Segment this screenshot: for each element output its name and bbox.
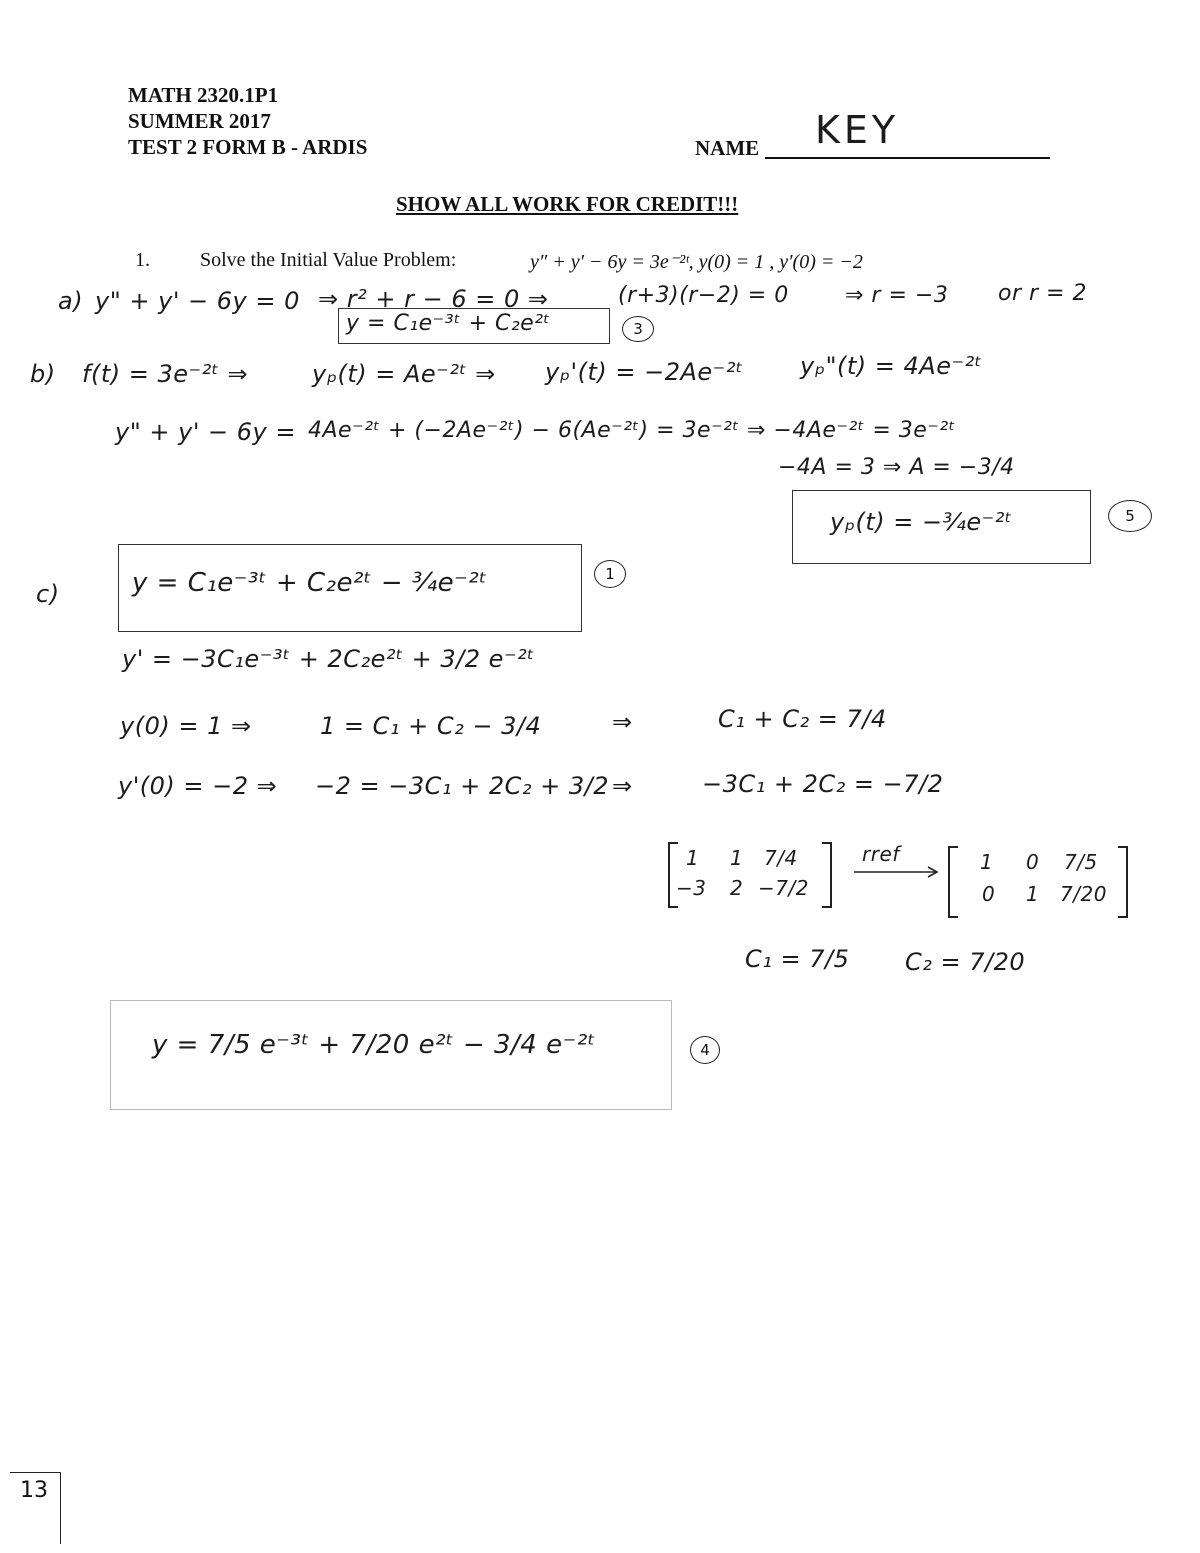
problem-equation: y″ + y′ − 6y = 3e⁻²ᵗ, y(0) = 1 , y′(0) = −2 [530,251,863,273]
part-b-label: b) [30,360,56,388]
part-b-points: 5 [1108,500,1152,532]
matrix-left-cell: −7/2 [758,876,809,900]
part-a-factored: (r+3)(r−2) = 0 [618,283,789,308]
part-c-ic2-result: −3C₁ + 2C₂ = −7/2 [702,770,944,798]
part-a-homogeneous: y" + y' − 6y = 0 [95,287,300,315]
page-score: 13 [20,1478,48,1503]
c1-value: C₁ = 7/5 [745,945,850,973]
matrix-right-cell: 1 [980,850,994,874]
test-title: TEST 2 FORM B - ARDIS [128,135,368,159]
part-b-first-deriv: yₚ'(t) = −2Ae⁻²ᵗ [545,358,744,386]
matrix-left-cell: 2 [730,876,744,900]
matrix-right-bracket-close [1118,846,1128,918]
part-a-solution: y = C₁e⁻³ᵗ + C₂e²ᵗ [346,311,551,336]
problem-number: 1. [135,249,150,271]
part-b-solve-A: −4A = 3 ⇒ A = −3/4 [778,455,1015,480]
name-line [765,157,1050,159]
part-c-ic2-mid: −2 = −3C₁ + 2C₂ + 3/2 [315,772,610,800]
page-score-top-line [10,1472,60,1473]
matrix-right-cell: 7/5 [1064,850,1098,874]
part-c-general: y = C₁e⁻³ᵗ + C₂e²ᵗ − ¾e⁻²ᵗ [132,568,488,598]
part-a-or-root: or r = 2 [998,281,1087,306]
matrix-left-cell: 1 [730,846,744,870]
part-c-derivative: y' = −3C₁e⁻³ᵗ + 2C₂e²ᵗ + 3/2 e⁻²ᵗ [122,645,535,673]
name-label: NAME [695,136,760,160]
final-answer: y = 7/5 e⁻³ᵗ + 7/20 e²ᵗ − 3/4 e⁻²ᵗ [152,1030,596,1060]
exam-header [128,82,367,160]
matrix-right-cell: 7/20 [1060,882,1107,906]
part-a-label: a) [58,287,84,315]
term: SUMMER 2017 [128,109,271,133]
part-b-subst-rhs: 4Ae⁻²ᵗ + (−2Ae⁻²ᵗ) − 6(Ae⁻²ᵗ) = 3e⁻²ᵗ ⇒ −4Ae⁻²ᵗ = 3e⁻²ᵗ [308,418,956,443]
matrix-right-cell: 1 [1026,882,1040,906]
part-b-forcing: f(t) = 3e⁻²ᵗ ⇒ [82,360,249,388]
part-b-particular: yₚ(t) = −¾e⁻²ᵗ [830,508,1013,536]
instruction: SHOW ALL WORK FOR CREDIT!!! [396,192,739,216]
name-value: KEY [815,108,900,152]
part-b-subst-lhs: y" + y' − 6y = [115,418,296,446]
c2-value: C₂ = 7/20 [905,948,1026,976]
final-points: 4 [690,1036,720,1064]
matrix-left-cell: 1 [686,846,700,870]
part-c-ic1-result: C₁ + C₂ = 7/4 [718,705,887,733]
matrix-right-cell: 0 [982,882,996,906]
part-a-points: 3 [622,316,654,342]
part-b-second-deriv: yₚ"(t) = 4Ae⁻²ᵗ [800,352,983,380]
matrix-left-cell: 7/4 [764,846,798,870]
part-c-label: c) [36,580,60,608]
part-c-ic1-mid: 1 = C₁ + C₂ − 3/4 [320,712,542,740]
matrix-left-cell: −3 [676,876,707,900]
part-c-ic1-arrow: ⇒ [612,708,633,736]
part-b-guess: yₚ(t) = Ae⁻²ᵗ ⇒ [312,360,496,388]
matrix-right-cell: 0 [1026,850,1040,874]
problem-text: Solve the Initial Value Problem: [200,249,457,271]
rref-label: rref [862,842,900,866]
part-a-char-eq: ⇒ r² + r − 6 = 0 ⇒ [318,285,549,313]
matrix-left-bracket-close [822,842,832,908]
page-score-side-line [60,1472,61,1544]
part-c-ic2-lhs: y'(0) = −2 ⇒ [118,772,278,800]
part-c-ic1-lhs: y(0) = 1 ⇒ [120,712,252,740]
arrow-right-icon [852,864,942,880]
part-a-roots: ⇒ r = −3 [845,283,949,308]
part-c-ic2-arrow: ⇒ [612,772,633,800]
part-c-general-points: 1 [594,560,626,588]
matrix-right-bracket-open [948,846,958,918]
course-code: MATH 2320.1P1 [128,83,279,107]
